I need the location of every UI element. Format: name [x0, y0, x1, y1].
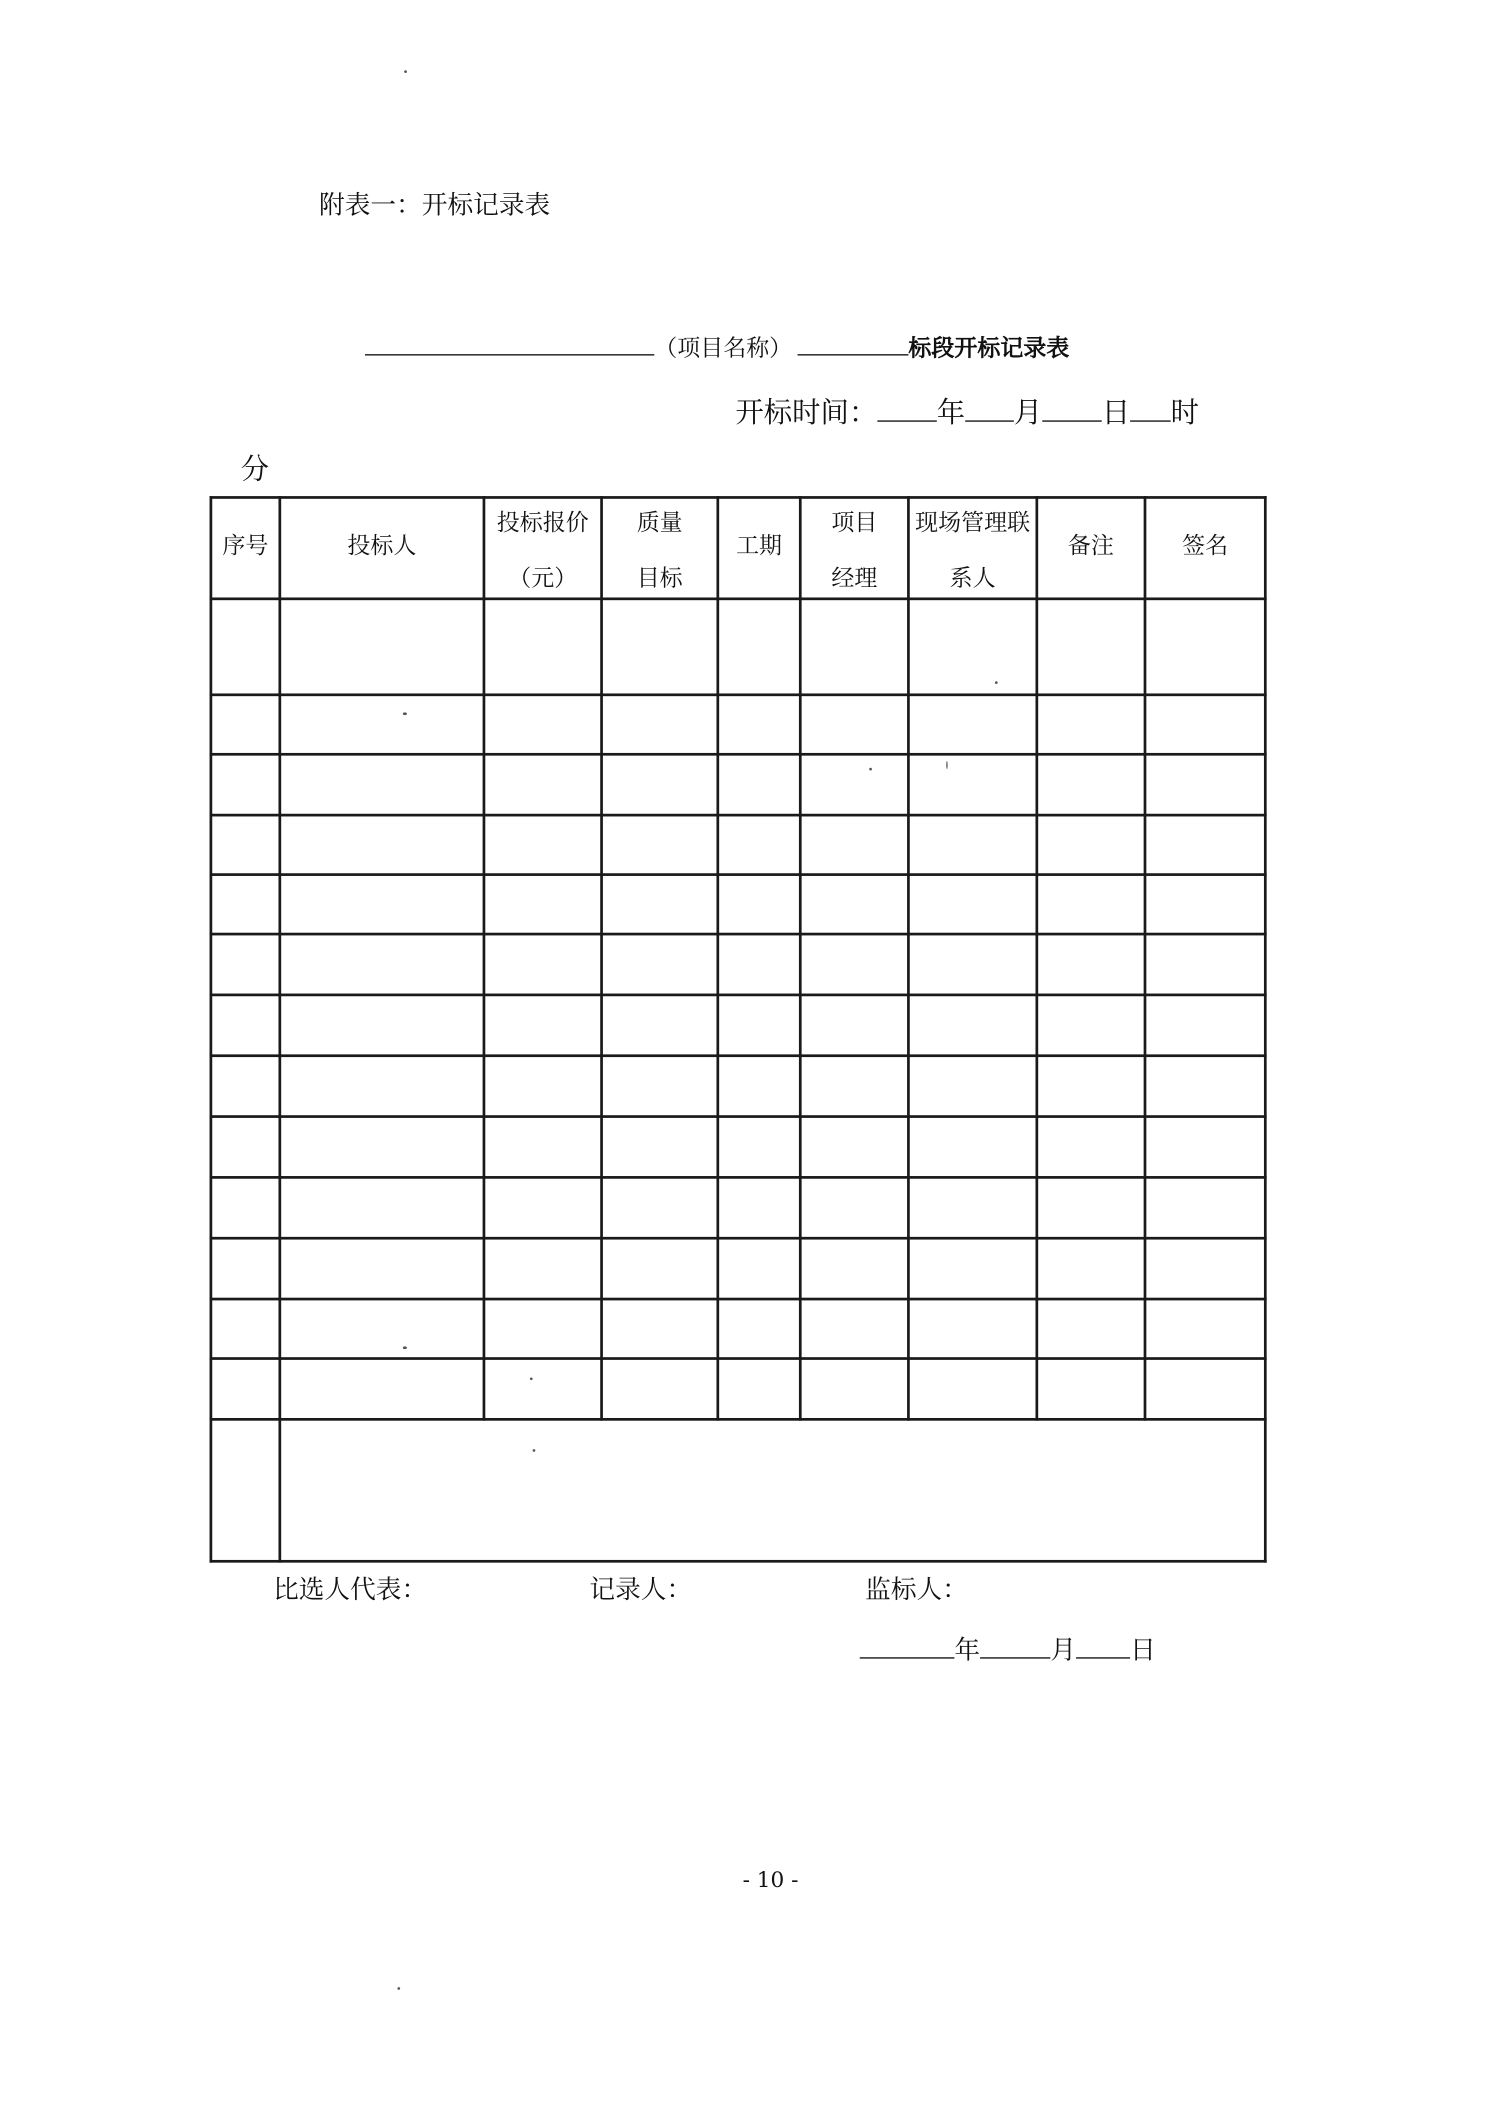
scan-speck: [403, 712, 407, 715]
minute-label: 分: [240, 452, 270, 486]
column-divider: [483, 496, 486, 1421]
scan-speck: [397, 1987, 400, 1990]
header-duration: 工期: [736, 532, 783, 560]
row-divider: [210, 693, 1267, 696]
row-divider: [210, 1176, 1267, 1179]
recorder-label: 记录人：: [589, 1574, 693, 1605]
date-day-blank[interactable]: [1076, 1633, 1130, 1659]
year-blank[interactable]: [877, 396, 936, 422]
table-border-top: [210, 496, 1267, 499]
day-label: 日: [1101, 396, 1131, 429]
header-bidder: 投标人: [347, 532, 417, 560]
table-border-left: [210, 496, 213, 1563]
header-quality-target: 质量: [636, 509, 683, 537]
header-remarks: 备注: [1067, 532, 1114, 560]
row-divider: [210, 814, 1267, 817]
bidder-rep-label: 比选人代表：: [273, 1574, 428, 1605]
row-divider: [210, 873, 1267, 876]
hour-blank[interactable]: [1130, 396, 1171, 422]
page-number: - 10 -: [742, 1866, 799, 1893]
column-divider: [278, 496, 281, 1563]
scan-speck: [869, 768, 872, 771]
date-line: [860, 1633, 1156, 1664]
header-bid-price: 投标报价: [496, 509, 589, 537]
column-divider: [1035, 496, 1038, 1421]
row-divider: [210, 994, 1267, 997]
scan-speck: [995, 681, 998, 684]
month-label: 月: [1013, 396, 1043, 429]
scan-speck: [533, 1449, 536, 1452]
opening-time-label: 开标时间：: [735, 396, 878, 429]
heading-suffix: 标段开标记录表: [908, 335, 1070, 363]
date-day-label: 日: [1130, 1635, 1156, 1666]
header-quality-target-line2: 目标: [636, 565, 683, 593]
supervisor-label: 监标人：: [865, 1574, 968, 1605]
header-signature: 签名: [1182, 532, 1229, 560]
appendix-name: 开标记录表: [421, 190, 551, 221]
project-name-label: （项目名称）: [654, 335, 793, 363]
hour-label: 时: [1170, 396, 1200, 429]
table-border-right: [1264, 496, 1267, 1563]
day-blank[interactable]: [1042, 396, 1101, 422]
row-divider: [210, 933, 1267, 936]
column-divider: [799, 496, 802, 1421]
row-divider: [210, 1418, 1267, 1421]
row-divider: [210, 1298, 1267, 1301]
scan-speck: [530, 1377, 533, 1380]
appendix-prefix: 附表一：: [319, 190, 422, 221]
date-month-label: 月: [1050, 1635, 1077, 1666]
column-divider: [1144, 496, 1147, 1421]
column-divider: [907, 496, 910, 1421]
column-divider: [716, 496, 719, 1421]
row-divider: [210, 1115, 1267, 1118]
year-label: 年: [936, 396, 966, 429]
date-year-blank[interactable]: [860, 1633, 955, 1659]
row-divider: [210, 753, 1267, 756]
row-divider: [210, 1357, 1267, 1360]
header-site-contact: 现场管理联: [915, 509, 1031, 537]
appendix-title: [319, 190, 551, 221]
header-divider: [210, 597, 1267, 600]
header-bid-price-unit: （元）: [508, 565, 578, 593]
date-year-label: 年: [954, 1635, 981, 1666]
column-divider: [600, 496, 603, 1421]
form-heading: [365, 330, 1069, 361]
header-project-manager-line2: 经理: [831, 565, 878, 593]
scan-speck: [403, 1346, 407, 1349]
section-blank[interactable]: [798, 330, 909, 356]
table-border-bottom: [210, 1560, 1267, 1563]
opening-time: [735, 396, 1199, 427]
row-divider: [210, 1054, 1267, 1057]
row-divider: [210, 1237, 1267, 1240]
header-serial-number: 序号: [222, 532, 269, 560]
project-name-blank[interactable]: [365, 330, 654, 356]
scan-speck: [946, 761, 947, 769]
header-site-contact-line2: 系人: [949, 565, 996, 593]
scan-speck: [404, 70, 407, 73]
date-month-blank[interactable]: [980, 1633, 1050, 1659]
month-blank[interactable]: [965, 396, 1014, 422]
header-project-manager: 项目: [831, 509, 878, 537]
